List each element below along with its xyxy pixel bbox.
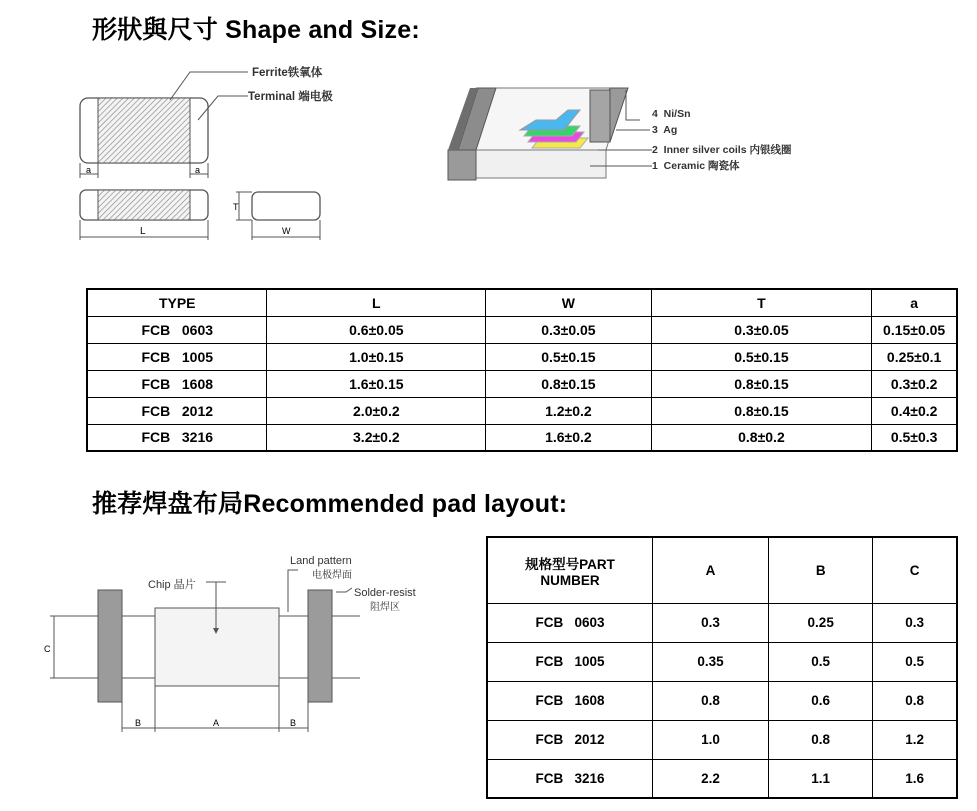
cell-A: 1.0 (652, 720, 768, 759)
cell-B: 1.1 (769, 759, 873, 798)
chip-shape-drawing (70, 60, 390, 250)
cell-A: 2.2 (652, 759, 768, 798)
cell-C: 0.3 (873, 603, 957, 642)
col-part-number (487, 537, 652, 603)
dim-a-right: a (195, 165, 201, 175)
table-row (487, 720, 957, 759)
dim-B-right: B (290, 718, 297, 728)
cell-A: 0.3 (652, 603, 768, 642)
cell-T: 0.8±0.2 (651, 424, 872, 451)
col-W: W (486, 289, 651, 316)
cell-L: 1.0±0.15 (267, 343, 486, 370)
table-row (87, 316, 957, 343)
dim-a-left: a (86, 165, 92, 175)
cell-C: 0.8 (873, 681, 957, 720)
table-row (87, 424, 957, 451)
layer-structure-drawing (440, 80, 820, 190)
cell-part: FCB 1608 (487, 681, 652, 720)
cell-W: 0.5±0.15 (486, 343, 651, 370)
cell-T: 0.8±0.15 (651, 397, 872, 424)
col-C: C (873, 537, 957, 603)
label-terminal: Terminal 端电极 (248, 91, 333, 103)
table-row (87, 343, 957, 370)
layer-2-label: 2 Inner silver coils 内银线圈 (652, 144, 792, 156)
cell-L: 3.2±0.2 (267, 424, 486, 451)
table-row (487, 642, 957, 681)
cell-a: 0.5±0.3 (872, 424, 957, 451)
cell-type: FCB 1608 (87, 370, 267, 397)
layer-3-label: 3 Ag (652, 124, 678, 136)
dim-B-left: B (135, 718, 142, 728)
cell-part: FCB 1005 (487, 642, 652, 681)
table-row (87, 370, 957, 397)
cell-C: 1.6 (873, 759, 957, 798)
table-row (487, 681, 957, 720)
cell-A: 0.35 (652, 642, 768, 681)
section-title-pad-layout: 推荐焊盘布局Recommended pad layout: (92, 490, 568, 518)
table-row (87, 397, 957, 424)
layer-4-label: 4 Ni/Sn (652, 108, 691, 120)
label-ferrite: Ferrite铁氧体 (252, 67, 323, 79)
cell-T: 0.3±0.05 (651, 316, 872, 343)
col-B: B (769, 537, 873, 603)
dim-C: C (44, 644, 51, 654)
part-header-line2: NUMBER (540, 572, 600, 588)
cell-B: 0.8 (769, 720, 873, 759)
label-solder-cn: 阻焊区 (370, 602, 400, 613)
col-T: T (651, 289, 872, 316)
section-title-shape-size: 形狀與尺寸 Shape and Size: (92, 16, 420, 44)
cell-A: 0.8 (652, 681, 768, 720)
cell-W: 1.6±0.2 (486, 424, 651, 451)
table-row (487, 759, 957, 798)
cell-C: 0.5 (873, 642, 957, 681)
dim-T: T (233, 202, 239, 212)
cell-type: FCB 0603 (87, 316, 267, 343)
label-chip: Chip 晶片 (148, 579, 196, 591)
dim-L: L (140, 226, 146, 237)
size-table-header (87, 289, 957, 316)
cell-a: 0.3±0.2 (872, 370, 957, 397)
label-solder-en: Solder-resist (354, 587, 416, 599)
cell-L: 0.6±0.05 (267, 316, 486, 343)
cell-L: 1.6±0.15 (267, 370, 486, 397)
cell-T: 0.5±0.15 (651, 343, 872, 370)
cell-part: FCB 0603 (487, 603, 652, 642)
col-A: A (652, 537, 768, 603)
dim-W: W (282, 226, 291, 236)
pad-table-header (487, 537, 957, 603)
cell-type: FCB 2012 (87, 397, 267, 424)
pad-layout-drawing (40, 550, 460, 740)
cell-type: FCB 3216 (87, 424, 267, 451)
label-land-en: Land pattern (290, 555, 352, 567)
cell-type: FCB 1005 (87, 343, 267, 370)
cell-B: 0.6 (769, 681, 873, 720)
cell-W: 1.2±0.2 (486, 397, 651, 424)
cell-B: 0.5 (769, 642, 873, 681)
pad-table (486, 536, 958, 799)
cell-a: 0.25±0.1 (872, 343, 957, 370)
cell-C: 1.2 (873, 720, 957, 759)
col-type: TYPE (87, 289, 267, 316)
layer-1-label: 1 Ceramic 陶瓷体 (652, 160, 740, 172)
cell-B: 0.25 (769, 603, 873, 642)
cell-L: 2.0±0.2 (267, 397, 486, 424)
col-L: L (267, 289, 486, 316)
cell-part: FCB 2012 (487, 720, 652, 759)
cell-part: FCB 3216 (487, 759, 652, 798)
label-land-cn: 电极焊面 (312, 570, 352, 581)
cell-a: 0.15±0.05 (872, 316, 957, 343)
dim-A: A (213, 718, 220, 728)
table-row (487, 603, 957, 642)
cell-W: 0.8±0.15 (486, 370, 651, 397)
part-header-line1: 规格型号PART (525, 556, 615, 572)
cell-T: 0.8±0.15 (651, 370, 872, 397)
size-table (86, 288, 958, 452)
col-a: a (872, 289, 957, 316)
cell-a: 0.4±0.2 (872, 397, 957, 424)
cell-W: 0.3±0.05 (486, 316, 651, 343)
